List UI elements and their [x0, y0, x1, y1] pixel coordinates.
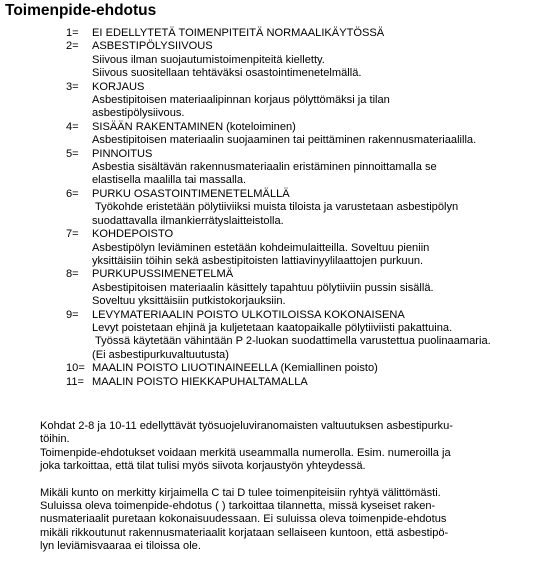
note-line: joka tarkoittaa, että tilat tulisi myös siivota korjaustyön yhteydessä.: [40, 460, 366, 473]
item-heading: PURKUPUSSIMENETELMÄ: [92, 268, 234, 281]
item-description-line: Asbestipitoisen materiaalin suojaaminen tai peittäminen rakennusmateriaalilla.: [92, 134, 477, 147]
item-number: 8=: [66, 268, 79, 281]
item-description-line: Siivous suositellaan tehtäväksi osastointimenetelmällä.: [92, 67, 362, 80]
notes-section: [40, 420, 540, 554]
item-description-line: Asbestipitoisen materiaalin käsittely tapahtuu pölytiiviin pussin sisällä.: [92, 281, 434, 294]
item-description-line: Työkohde eristetään pölytiiviiksi muista tiloista ja varustetaan asbestipölyn: [95, 201, 459, 214]
item-description-line: suodattavalla ilmankierrätyslaitteistolla.: [92, 214, 284, 227]
note-line: Mikäli kunto on merkitty kirjaimella C tai D tulee toimenpiteisiin ryhtyä välittömästi.: [40, 486, 441, 499]
list-item-11: [0, 376, 544, 389]
page-title: Toimenpide-ehdotus: [5, 2, 157, 19]
note-line: nusmateriaalit puretaan kokonaisuudessaan. Ei suluissa oleva toimenpide-ehdotus: [40, 513, 447, 526]
item-description-line: (Ei asbestipurkuvaltuutusta): [92, 348, 229, 361]
item-number: 5=: [66, 147, 79, 160]
item-heading: PURKU OSASTOINTIMENETELMÄLLÄ: [92, 187, 290, 200]
list-item-10: [0, 362, 544, 375]
item-description-line: asbestipölysiivous.: [92, 107, 185, 120]
item-number: 4=: [66, 120, 79, 133]
item-description-line: Levyt poistetaan ehjinä ja kuljetetaan kaatopaikalle pölytiiviisti pakattuina.: [92, 321, 453, 334]
paragraph-spacer: [40, 474, 540, 487]
item-description-line: Asbestipitoisen materiaalipinnan korjaus pölyttömäksi ja tilan: [92, 94, 390, 107]
list-item-2: [0, 40, 544, 80]
list-item-9: [0, 309, 544, 363]
item-description-line: Työssä käytetään vähintään P 2-luokan suodattimella varustettua puolinaamaria.: [95, 335, 491, 348]
item-number: 2=: [66, 40, 79, 53]
item-heading: ASBESTIPÖLYSIIVOUS: [92, 40, 213, 53]
item-heading: MAALIN POISTO HIEKKAPUHALTAMALLA: [92, 375, 308, 388]
item-number: 7=: [66, 228, 79, 241]
list-item-5: [0, 148, 544, 188]
item-heading: KOHDEPOISTO: [92, 228, 174, 241]
item-heading: PINNOITUS: [92, 147, 153, 160]
note-line: mikäli rikkoutunut rakennusmateriaalit korjataan sellaiseen kuntoon, että asbestipö-: [40, 526, 449, 539]
item-heading: LEVYMATERIAALIN POISTO ULKOTILOISSA KOKONAISENA: [92, 308, 405, 321]
item-heading: KORJAUS: [92, 80, 145, 93]
list-item-1: [0, 27, 544, 40]
measure-list: [0, 27, 544, 389]
item-description-line: Siivous ilman suojautumistoimenpiteitä kielletty.: [92, 53, 325, 66]
item-heading: EI EDELLYTETÄ TOIMENPITEITÄ NORMAALIKÄYTÖSSÄ: [92, 27, 385, 39]
note-line: töihin.: [40, 433, 70, 446]
item-number: 1=: [66, 27, 79, 39]
item-number: 11=: [66, 375, 84, 388]
item-description-line: Asbestia sisältävän rakennusmateriaalin eristäminen pinnoittamalla se: [92, 161, 437, 174]
item-description-line: elastisella maalilla tai massalla.: [92, 174, 247, 187]
note-line: Suluissa oleva toimenpide-ehdotus ( ) tarkoittaa tilannetta, missä kyseiset raken-: [40, 500, 436, 513]
item-number: 6=: [66, 187, 79, 200]
item-number: 9=: [66, 308, 79, 321]
list-item-4: [0, 121, 544, 148]
note-line: Toimenpide-ehdotukset voidaan merkitä useammalla numerolla. Esim. numeroilla ja: [40, 446, 451, 459]
note-line: Kohdat 2-8 ja 10-11 edellyttävät työsuojeluviranomaisten valtuutuksen asbestipurku-: [40, 420, 453, 432]
list-item-8: [0, 268, 544, 308]
list-item-6: [0, 188, 544, 228]
item-description-line: yksittäisiin töihin sekä asbestipitoisten lattiavinyylilaattojen purkuun.: [92, 254, 424, 267]
note-line: lyn leviämisvaaraa ei tiloissa ole.: [40, 540, 201, 553]
item-description-line: Asbestipölyn leviäminen estetään kohdeimulaitteilla. Soveltuu pieniin: [92, 241, 430, 254]
item-number: 3=: [66, 80, 79, 93]
list-item-7: [0, 228, 544, 268]
item-number: 10=: [66, 362, 85, 375]
item-description-line: Soveltuu yksittäisiin putkistokorjauksiin.: [92, 295, 286, 308]
item-heading: MAALIN POISTO LIUOTINAINEELLA (Kemiallinen poisto): [92, 362, 378, 375]
list-item-3: [0, 81, 544, 121]
item-heading: SISÄÄN RAKENTAMINEN (koteloiminen): [92, 120, 296, 133]
